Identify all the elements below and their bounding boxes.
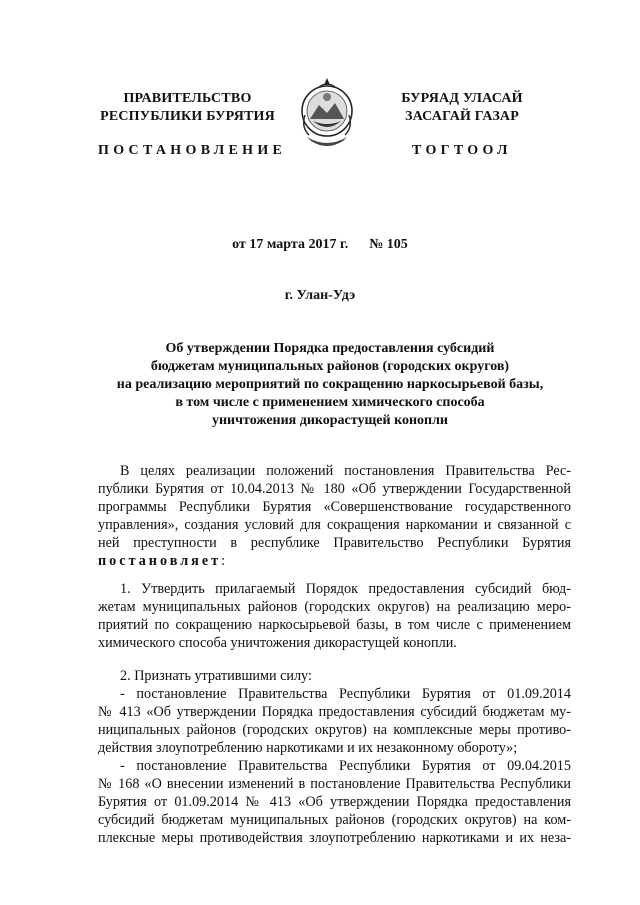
title-line: бюджетам муниципальных районов (городских округов) [150, 359, 510, 374]
body-line: - постановление Правительства Республики Бурятия от 09.04.2015 [120, 758, 571, 774]
doc-number: № 105 [369, 237, 408, 252]
body-line: программы Республики Бурятия «Совершенствование государственного [98, 499, 571, 515]
header-right-line: ЗАСАГАЙ ГАЗАР [404, 109, 519, 124]
title-line: Об утверждении Порядка предоставления субсидий [165, 341, 495, 356]
body-line: приятий по сокращению наркосырьевой базы, в том числе с применением [98, 617, 571, 633]
title-line: в том числе с применением химического способа [175, 395, 485, 410]
header-left [100, 90, 275, 126]
title-line: уничтожения дикорастущей конопли [211, 413, 449, 428]
item-2-paragraph [98, 667, 571, 847]
body-line: публики Бурятия от 10.04.2013 № 180 «Об утверждении Государственной [98, 481, 571, 497]
city: г. Улан-Удэ [284, 288, 356, 303]
resolve-word: постановляет [98, 553, 222, 569]
body-line: № 413 «Об утверждении Порядка предоставления субсидий бюджетам му- [98, 704, 571, 720]
body-line: плексные меры противодействия злоупотреблению наркотиками и их неза- [98, 830, 571, 846]
body-line: - постановление Правительства Республики Бурятия от 01.09.2014 [120, 686, 571, 702]
body-line: управления», создания условий для сокращения наркомании и связанной с [98, 517, 571, 533]
body-line: 2. Признать утратившими силу: [120, 668, 312, 684]
body-line: 1. Утвердить прилагаемый Порядок предоставления субсидий бюд- [120, 581, 571, 597]
body-line: химического способа уничтожения дикорастущей конопли. [98, 635, 457, 651]
body-line: ниципальных районов (городских округов) на комплексные меры противо- [98, 722, 571, 738]
body-line: Бурятия от 01.09.2014 № 413 «Об утверждении Порядка предоставления [98, 794, 571, 810]
body-line: В целях реализации положений постановления Правительства Рес- [120, 463, 571, 479]
header-right-line: БУРЯАД УЛАСАЙ [401, 91, 523, 106]
body-line: № 168 «О внесении изменений в постановление Правительства Республики [98, 776, 571, 792]
document-title [90, 340, 570, 430]
resolve-tail: : [221, 553, 226, 569]
doc-date: от 17 марта 2017 г. [232, 237, 349, 252]
coat-of-arms-icon [297, 75, 357, 153]
resolve-line [98, 552, 571, 570]
preamble-paragraph [98, 462, 571, 570]
doc-type-right: ТОГТООЛ [412, 143, 512, 158]
header-left-line: РЕСПУБЛИКИ БУРЯТИЯ [100, 109, 275, 124]
title-line: на реализацию мероприятий по сокращению наркосырьевой базы, [116, 377, 544, 392]
dateline [0, 237, 640, 253]
header-left-line: ПРАВИТЕЛЬСТВО [123, 91, 252, 106]
body-line: действия злоупотреблению наркотиками и их незаконному обороту»; [98, 740, 518, 756]
body-line: субсидий бюджетам муниципальных районов (городских округов) на ком- [98, 812, 571, 828]
header-right [376, 90, 548, 126]
body-line: жетам муниципальных районов (городских округов) на реализацию меро- [98, 599, 571, 615]
item-1-paragraph [98, 580, 571, 652]
body-line: ней преступности в республике Правительство Республики Бурятия [98, 535, 571, 551]
doc-type-left: ПОСТАНОВЛЕНИЕ [98, 143, 287, 158]
